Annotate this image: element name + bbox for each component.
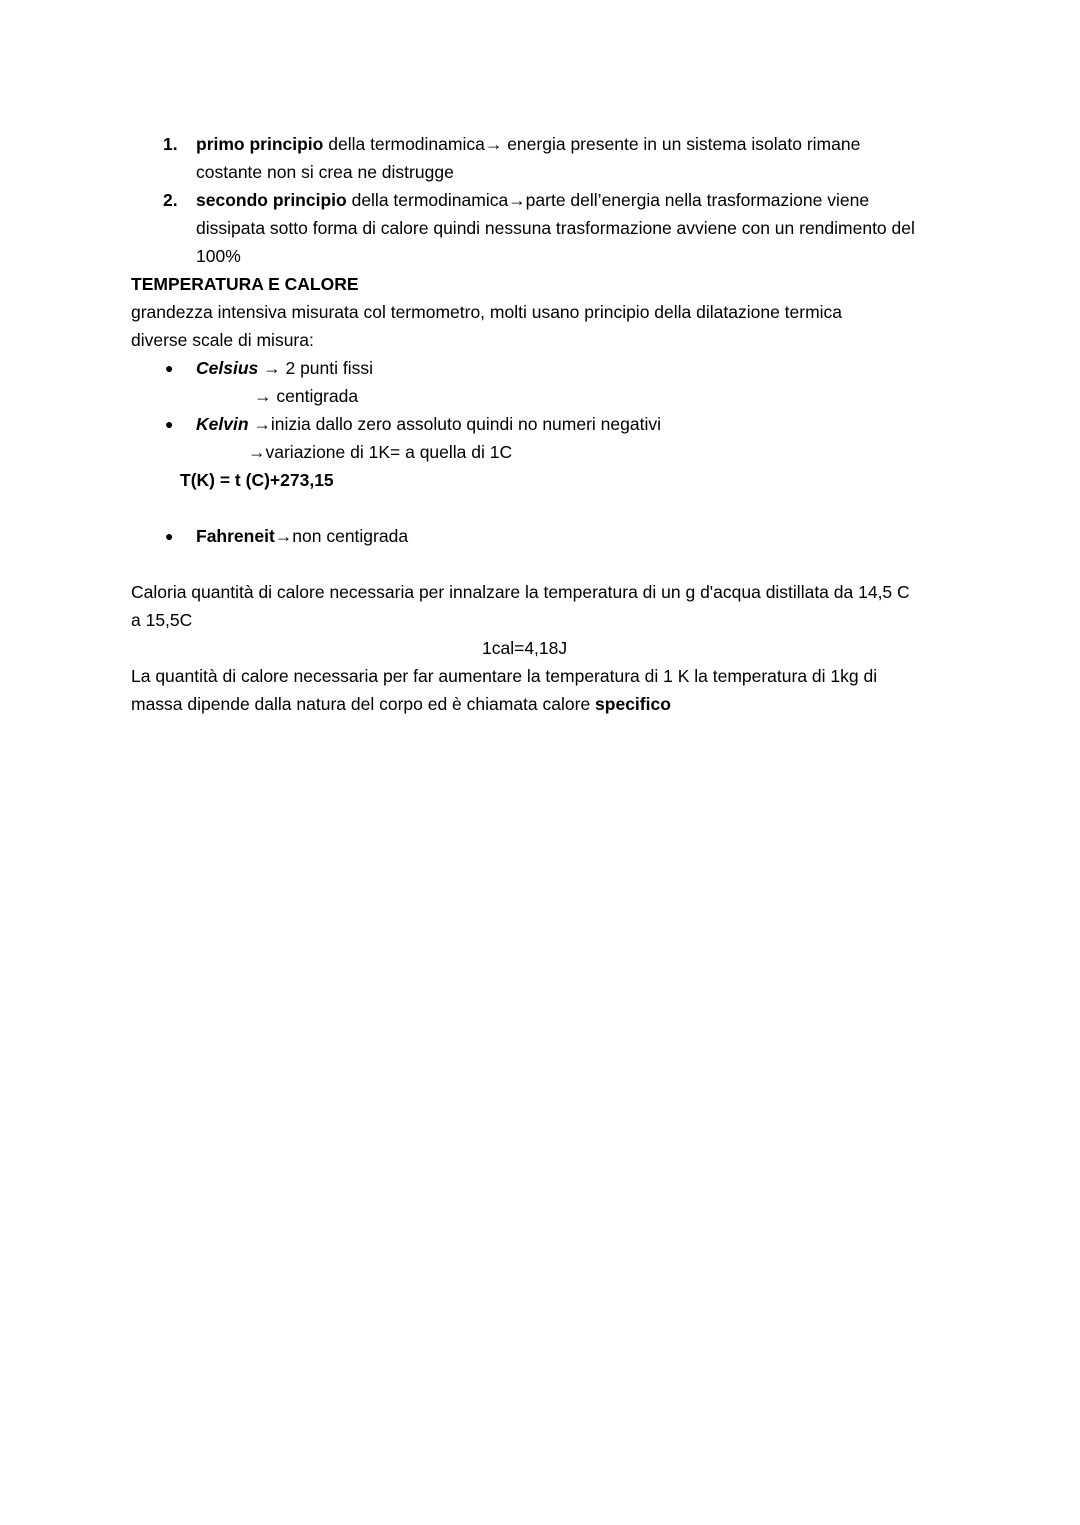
principle-2-line-2: dissipata sotto forma di calore quindi nessuna trasformazione avviene con un rendimento del xyxy=(196,218,915,238)
scale-name: Kelvin xyxy=(196,414,249,434)
principle-2-line-3: 100% xyxy=(196,246,241,266)
bullet-icon: ● xyxy=(165,416,174,432)
list-number: 2. xyxy=(163,190,178,210)
intro-line-2: diverse scale di misura: xyxy=(131,330,314,350)
principle-text: della termodinamica→parte dell’energia nella trasformazione viene xyxy=(346,190,870,210)
cal-equation: 1cal=4,18J xyxy=(482,638,568,658)
scale-name: Celsius xyxy=(196,358,259,378)
kelvin-formula: T(K) = t (C)+273,15 xyxy=(180,470,334,490)
principle-term: secondo principio xyxy=(196,190,347,210)
section-title: TEMPERATURA E CALORE xyxy=(131,274,359,294)
scale-text: →non centigrada xyxy=(274,526,409,546)
specific-heat-line-1: La quantità di calore necessaria per far aumentare la temperatura di 1 K la temperatura di 1kg di xyxy=(131,666,878,686)
bullet-icon: ● xyxy=(165,360,174,376)
specific-heat-text: massa dipende dalla natura del corpo ed è chiamata calore xyxy=(131,694,596,714)
scale-name: Fahreneit xyxy=(196,526,275,546)
scale-text: →inizia dallo zero assoluto quindi no numeri negativi xyxy=(248,414,661,434)
principle-1-line-2: costante non si crea ne distrugge xyxy=(196,162,454,182)
scale-kelvin-line-2: →variazione di 1K= a quella di 1C xyxy=(248,442,513,462)
scale-celsius-line-2: → centigrada xyxy=(254,386,359,406)
caloria-line-1: Caloria quantità di calore necessaria per innalzare la temperatura di un g d'acqua distillata da 14,5 C xyxy=(131,582,910,602)
caloria-line-2: a 15,5C xyxy=(131,610,193,630)
specific-heat-term: specifico xyxy=(595,694,671,714)
principle-text: della termodinamica→ energia presente in un sistema isolato rimane xyxy=(323,134,861,154)
scale-text: → 2 punti fissi xyxy=(258,358,374,378)
bullet-icon: ● xyxy=(165,528,174,544)
intro-line-1: grandezza intensiva misurata col termometro, molti usano principio della dilatazione termica xyxy=(131,302,843,322)
principle-term: primo principio xyxy=(196,134,324,154)
list-number: 1. xyxy=(163,134,178,154)
specific-heat-line-2 xyxy=(131,690,671,718)
